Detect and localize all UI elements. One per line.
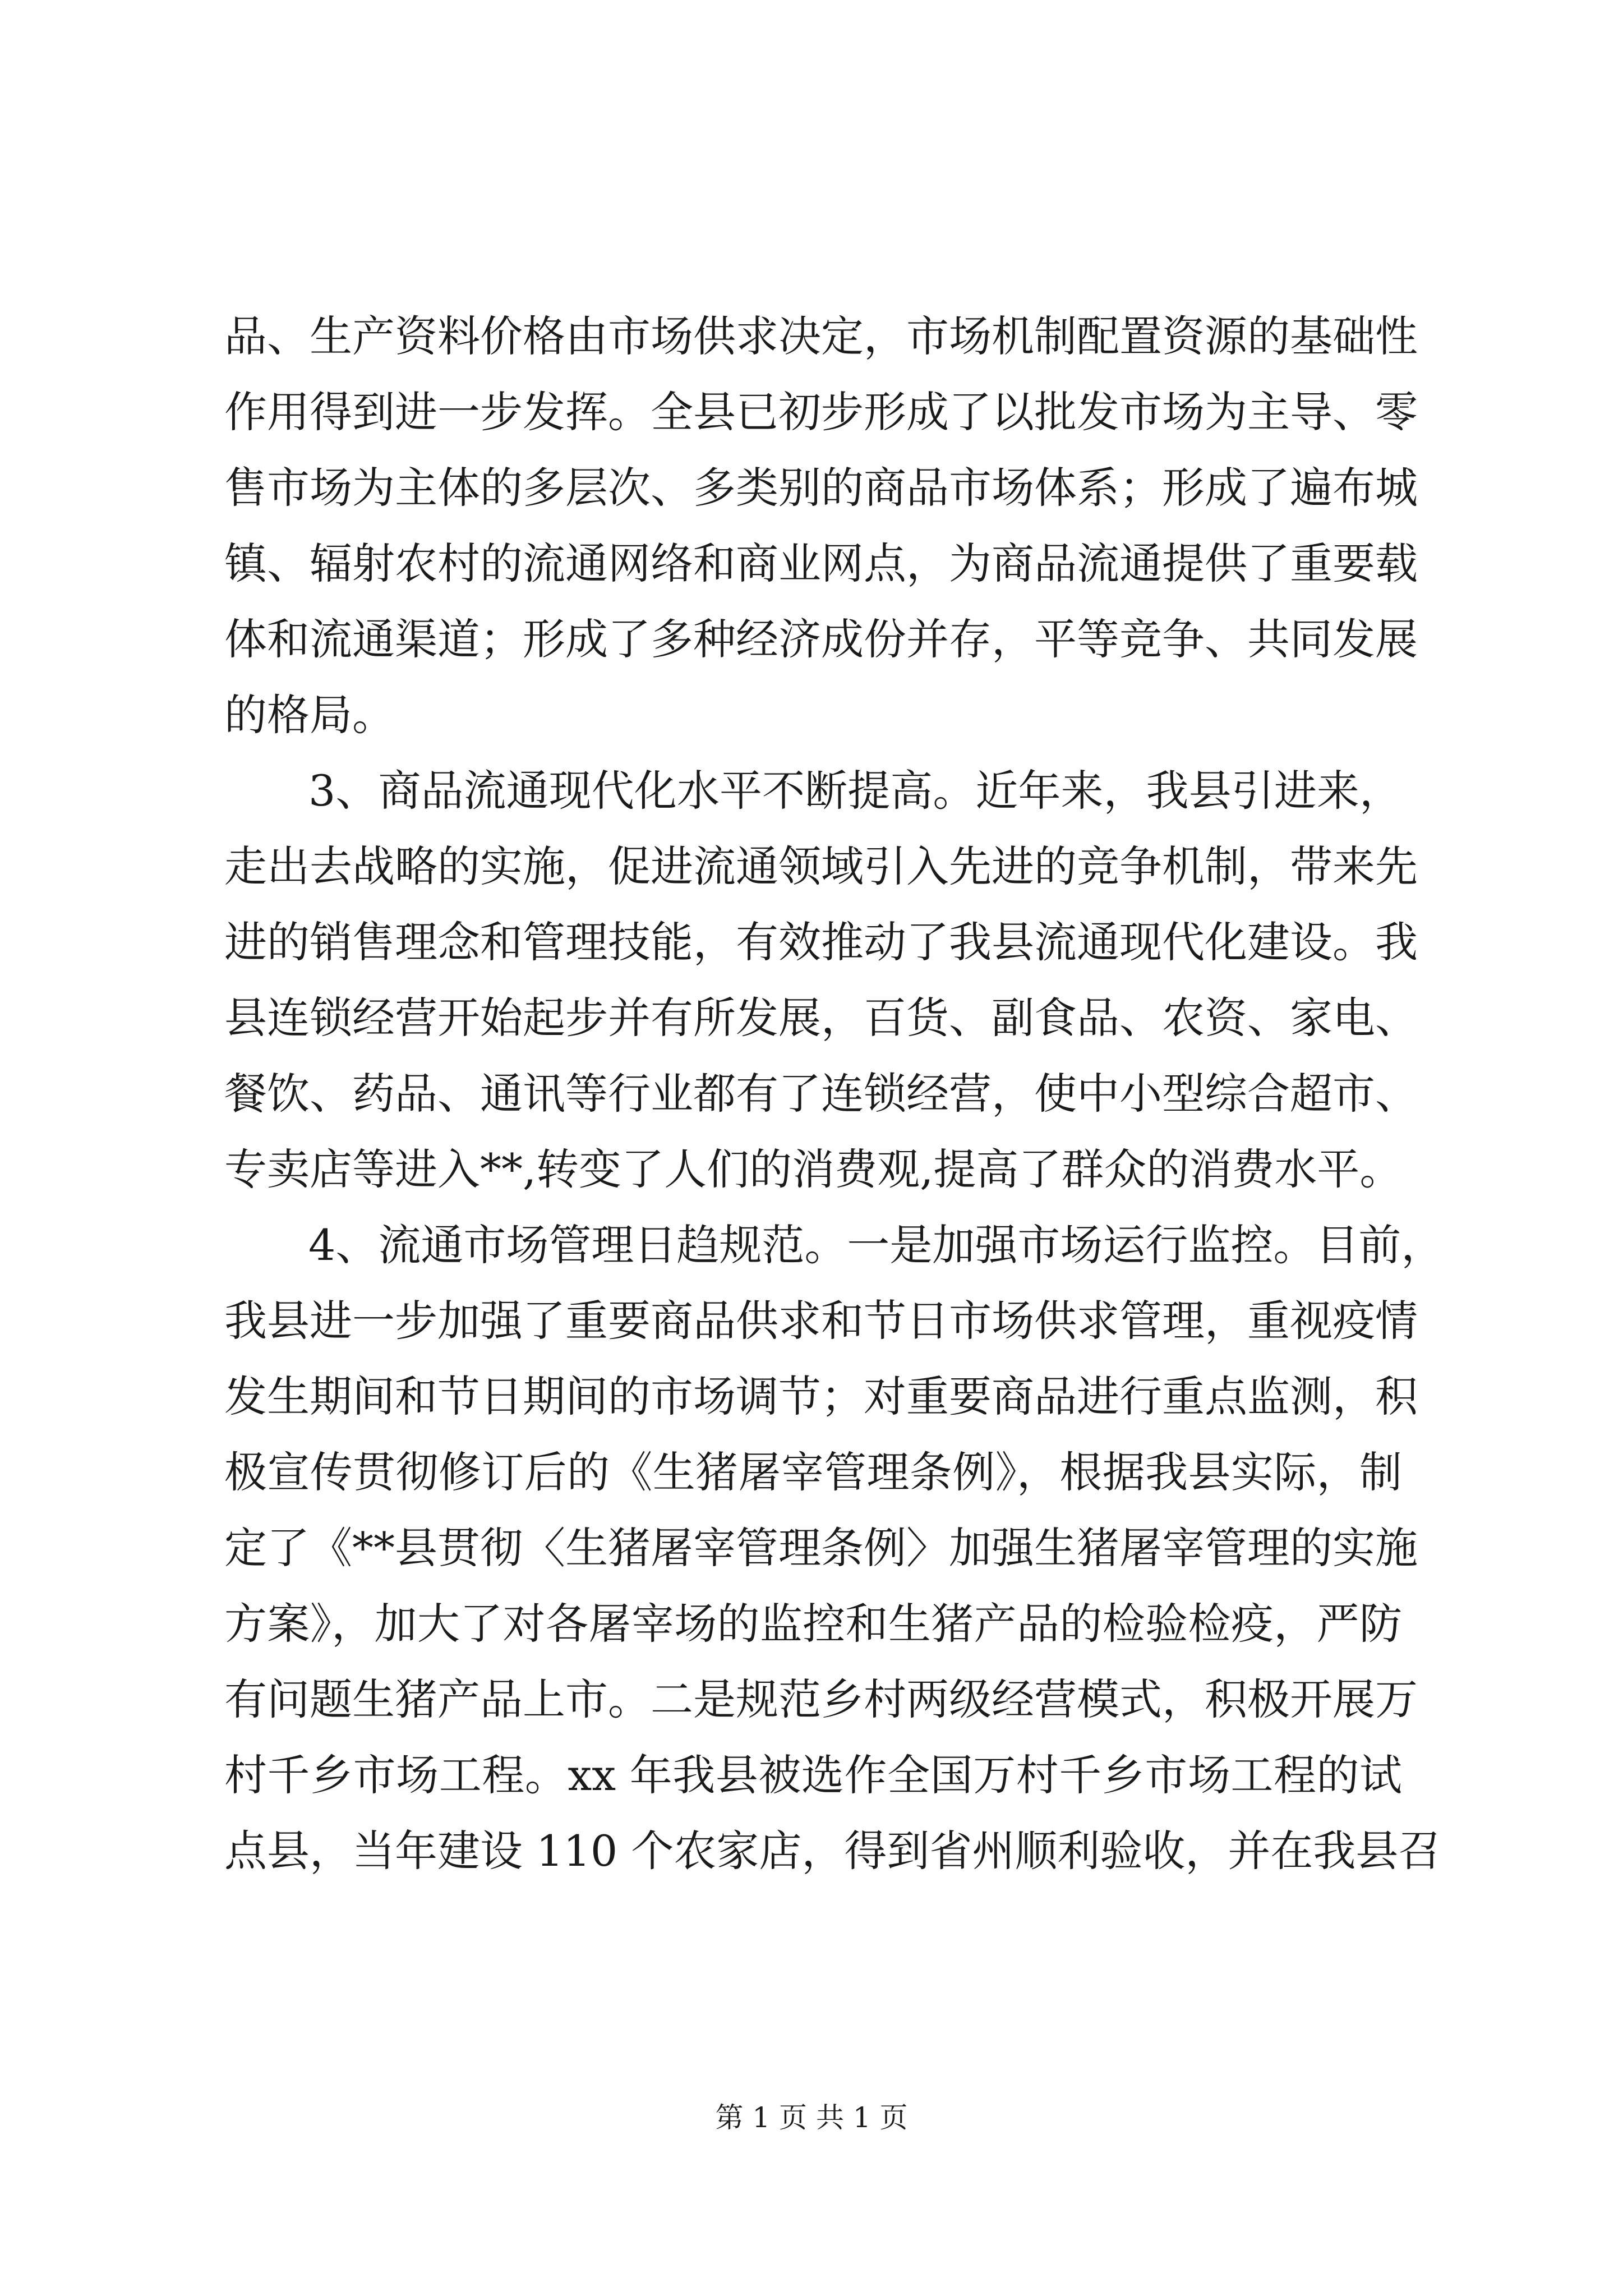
text-line: 镇、辐射农村的流通网络和商业网点，为商品流通提供了重要载 bbox=[224, 539, 1418, 588]
text-line: 专卖店等进入**,转变了人们的消费观,提高了群众的消费水平。 bbox=[224, 1144, 1403, 1194]
text-line: 走出去战略的实施，促进流通领域引入先进的竞争机制，带来先 bbox=[224, 841, 1418, 891]
page-number-footer: 第 1 页 共 1 页 bbox=[715, 2101, 908, 2134]
text-line: 有问题生猪产品上市。二是规范乡村两级经营模式，积极开展万 bbox=[224, 1674, 1418, 1724]
text-line: 极宣传贯彻修订后的《生猪屠宰管理条例》，根据我县实际，制 bbox=[224, 1447, 1402, 1497]
text-line: 发生期间和节日期间的市场调节；对重要商品进行重点监测，积 bbox=[224, 1372, 1418, 1421]
paragraph-heading-line: 4、流通市场管理日趋规范。一是加强市场运行监控。目前， bbox=[308, 1220, 1444, 1270]
paragraph-heading-line: 3、商品流通现代化水平不断提高。近年来，我县引进来， bbox=[308, 766, 1402, 816]
text-line: 点县，当年建设 110 个农家店，得到省州顺利验收，并在我县召 bbox=[224, 1826, 1441, 1876]
text-line: 作用得到进一步发挥。全县已初步形成了以批发市场为主导、零 bbox=[224, 387, 1418, 437]
text-line: 进的销售理念和管理技能，有效推动了我县流通现代化建设。我 bbox=[224, 917, 1418, 967]
text-line: 定了《**县贯彻〈生猪屠宰管理条例〉加强生猪屠宰管理的实施 bbox=[224, 1523, 1418, 1573]
text-line: 品、生产资料价格由市场供求决定，市场机制配置资源的基础性 bbox=[224, 311, 1418, 361]
text-line: 县连锁经营开始起步并有所发展，百货、副食品、农资、家电、 bbox=[224, 993, 1418, 1043]
text-line: 餐饮、药品、通讯等行业都有了连锁经营，使中小型综合超市、 bbox=[224, 1069, 1418, 1119]
text-line: 我县进一步加强了重要商品供求和节日市场供求管理，重视疫情 bbox=[224, 1296, 1418, 1346]
text-line: 的格局。 bbox=[224, 690, 395, 740]
text-line: 村千乡市场工程。xx 年我县被选作全国万村千乡市场工程的试 bbox=[224, 1750, 1402, 1800]
text-line: 体和流通渠道；形成了多种经济成份并存，平等竞争、共同发展 bbox=[224, 614, 1418, 664]
text-line: 售市场为主体的多层次、多类别的商品市场体系；形成了遍布城 bbox=[224, 463, 1418, 513]
text-line: 方案》，加大了对各屠宰场的监控和生猪产品的检验检疫，严防 bbox=[224, 1599, 1402, 1649]
